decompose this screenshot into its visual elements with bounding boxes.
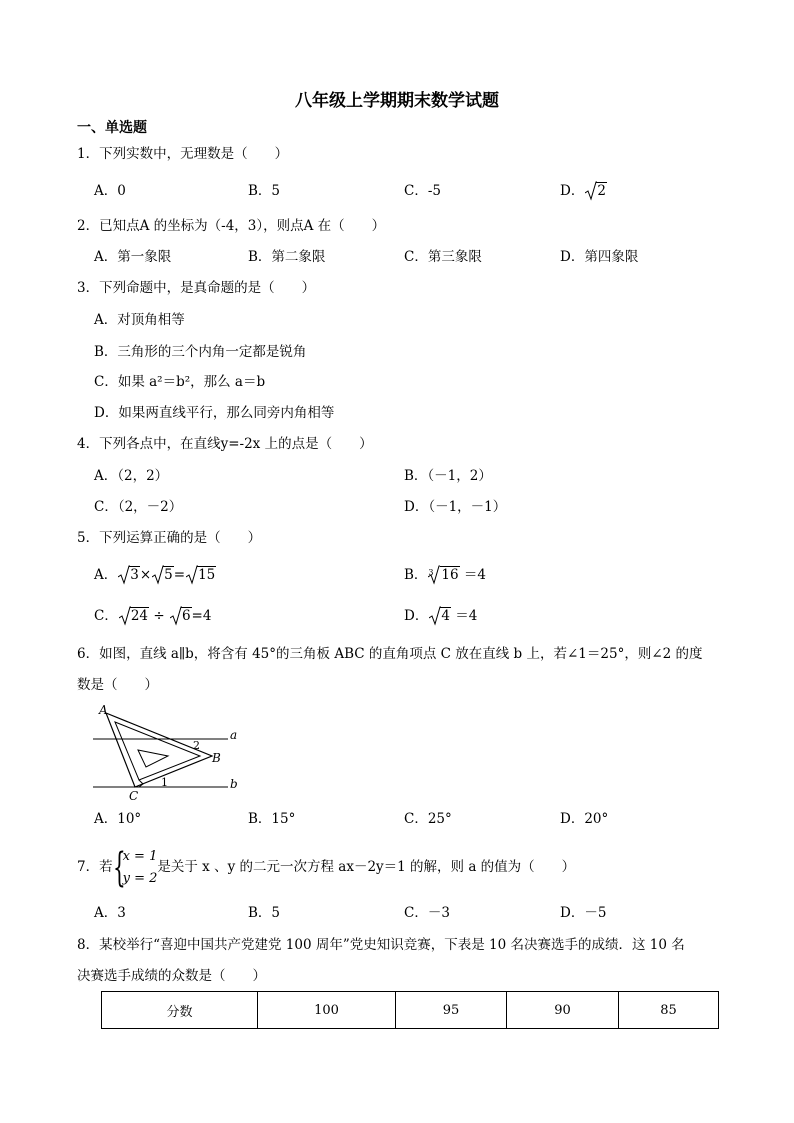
q4-option-a[interactable]: A．（2，2） xyxy=(94,468,169,484)
table-cell: 100 xyxy=(258,992,396,1029)
angle-2-label: 2 xyxy=(193,739,200,752)
question-5-stem: 5．下列运算正确的是（ ） xyxy=(77,530,262,546)
q1-option-d-radicand: 2 xyxy=(597,183,606,199)
score-table xyxy=(101,991,719,1029)
q3-option-b[interactable]: B．三角形的三个内角一定都是锐角 xyxy=(94,344,307,360)
q1-option-a[interactable]: A．0 xyxy=(94,183,126,199)
q1-option-c[interactable]: C．-5 xyxy=(404,183,441,199)
question-8-stem-line-1: 8．某校举行“喜迎中国共产党建党 100 周年”党史知识竞赛，下表是 10 名决赛选手的成绩．这 10 名 xyxy=(77,937,685,953)
q4-option-d[interactable]: D．（－1，－1） xyxy=(404,499,507,515)
root-index: 3 xyxy=(428,568,434,577)
question-6-stem-line-2: 数是（ ） xyxy=(77,677,158,693)
section-heading: 一、单选题 xyxy=(77,120,147,136)
label-line-b: b xyxy=(230,777,238,791)
q1-option-d[interactable] xyxy=(560,181,607,201)
sqrt-symbol xyxy=(429,606,451,626)
q6-option-c[interactable]: C．25° xyxy=(404,811,452,827)
radicand: 24 xyxy=(130,608,149,624)
equals-sign: = xyxy=(173,567,186,583)
q2-option-c[interactable]: C．第三象限 xyxy=(404,249,482,265)
label-line-a: a xyxy=(230,728,238,742)
question-1-stem: 1．下列实数中，无理数是（ ） xyxy=(77,146,289,162)
sqrt-symbol xyxy=(119,606,149,626)
q5-option-d[interactable] xyxy=(404,606,477,626)
label-A: A xyxy=(99,703,108,717)
q5-option-a-label: A． xyxy=(94,567,118,583)
q1-option-d-label: D． xyxy=(560,183,585,199)
inner-triangle xyxy=(138,750,168,767)
radicand: 5 xyxy=(164,567,173,583)
times-sign: × xyxy=(139,567,152,583)
radicand: 15 xyxy=(198,567,216,583)
radicand: 6 xyxy=(181,608,191,624)
table-cell: 90 xyxy=(507,992,619,1029)
label-C: C xyxy=(129,789,139,803)
page-title: 八年级上学期期末数学试题 xyxy=(295,91,499,111)
question-4-stem: 4．下列各点中，在直线y=-2x 上的点是（ ） xyxy=(77,436,373,452)
table-row xyxy=(102,992,719,1029)
sqrt-symbol xyxy=(585,181,607,201)
q7-rest: 是关于 x 、y 的二元一次方程 ax－2y＝1 的解，则 a 的值为（ ） xyxy=(157,859,576,875)
q3-option-c[interactable]: C．如果 a²＝b²，那么 a＝b xyxy=(94,374,266,390)
q7-option-b[interactable]: B．5 xyxy=(248,905,281,921)
q3-option-d[interactable]: D．如果两直线平行，那么同旁内角相等 xyxy=(94,405,335,421)
table-cell: 分数 xyxy=(102,992,258,1029)
q5-option-c-label: C． xyxy=(94,608,118,624)
q5-option-b[interactable] xyxy=(404,565,486,585)
q6-option-d[interactable]: D．20° xyxy=(560,811,609,827)
question-8-stem-line-2: 决赛选手成绩的众数是（ ） xyxy=(77,968,266,984)
q7-prefix: 7．若 xyxy=(77,859,113,875)
question-3-stem: 3．下列命题中，是真命题的是（ ） xyxy=(77,280,316,296)
angle-1-label: 1 xyxy=(161,776,168,789)
question-6-stem-line-1: 6．如图，直线 a∥b，将含有 45°的三角板 ABC 的直角项点 C 放在直线 b 上，若∠1＝25°，则∠2 的度 xyxy=(77,646,703,662)
q6-option-b[interactable]: B．15° xyxy=(248,811,296,827)
table-cell: 95 xyxy=(396,992,507,1029)
q1-option-b[interactable]: B．5 xyxy=(248,183,281,199)
q4-option-c[interactable]: C．（2，－2） xyxy=(94,499,183,515)
sqrt-symbol xyxy=(186,565,216,585)
q2-option-d[interactable]: D．第四象限 xyxy=(560,249,639,265)
triangle-parallel-lines-figure xyxy=(88,700,248,805)
label-B: B xyxy=(212,751,221,765)
q5-option-d-label: D． xyxy=(404,608,429,624)
radicand: 4 xyxy=(441,608,450,624)
q7-option-c[interactable]: C．－3 xyxy=(404,905,450,921)
inner-edge xyxy=(115,722,200,780)
q7-option-a[interactable]: A．3 xyxy=(94,905,126,921)
question-7-stem xyxy=(77,845,575,890)
q5-option-c[interactable] xyxy=(94,606,211,626)
q5-option-b-result: ＝4 xyxy=(459,567,486,583)
q6-option-a[interactable]: A．10° xyxy=(94,811,142,827)
y-equation: y = 2 xyxy=(122,870,158,886)
divide-sign: ÷ xyxy=(149,608,169,624)
q5-option-d-result: ＝4 xyxy=(450,608,478,624)
sqrt-symbol xyxy=(118,565,140,585)
equation-system xyxy=(113,846,158,890)
radicand: 16 xyxy=(441,567,459,583)
q3-option-a[interactable]: A．对顶角相等 xyxy=(94,312,185,328)
sqrt-symbol xyxy=(170,606,192,626)
right-angle-mark xyxy=(139,780,143,787)
radicand: 3 xyxy=(130,567,139,583)
q2-option-a[interactable]: A．第一象限 xyxy=(94,249,172,265)
x-equation: x = 1 xyxy=(122,848,158,864)
cube-root-symbol xyxy=(428,565,459,585)
sqrt-symbol xyxy=(152,565,174,585)
q4-option-b[interactable]: B．（－1，2） xyxy=(404,468,492,484)
q2-option-b[interactable]: B．第二象限 xyxy=(248,249,326,265)
q7-option-d[interactable]: D．－5 xyxy=(560,905,607,921)
q5-option-b-label: B． xyxy=(404,567,428,583)
q5-option-c-result: =4 xyxy=(191,608,212,624)
table-cell: 85 xyxy=(619,992,719,1029)
left-brace: { xyxy=(112,844,126,891)
question-2-stem: 2．已知点A 的坐标为（-4，3），则点A 在（ ） xyxy=(77,218,386,234)
q5-option-a[interactable] xyxy=(94,565,216,585)
